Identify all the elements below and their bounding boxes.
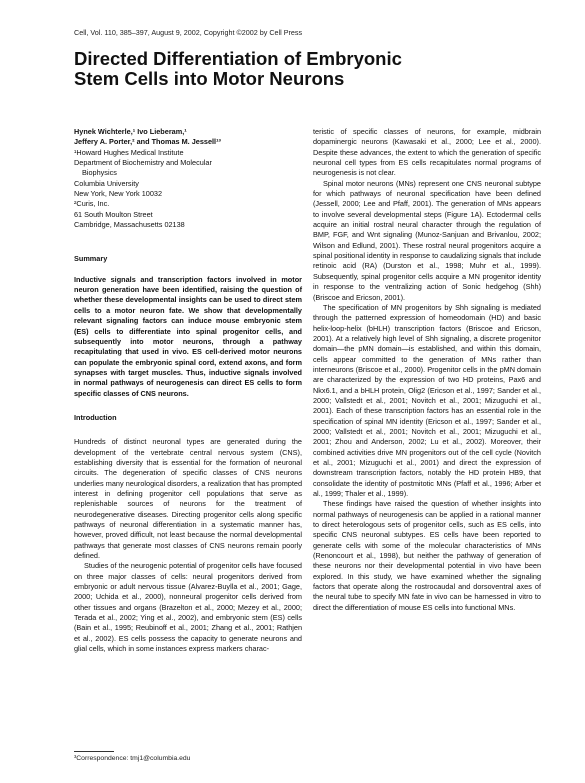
summary-heading: Summary <box>74 254 108 264</box>
affiliation-line: ¹Howard Hughes Medical Institute <box>74 147 184 157</box>
author-line-2: Jeffery A. Porter,² and Thomas M. Jessell¹³ <box>74 137 221 147</box>
affiliation-line: New York, New York 10032 <box>74 189 163 199</box>
body-paragraph-2: Spinal motor neurons (MNs) represent one CNS neuronal subtype for which pathways of neuronal specification have been defined (Jessell, 2000; Lee and Pfaff, 2001). The generation of MNs appears to involve several developmental steps (Figure 1A). Ectodermal cells acquire an initial rostral neural character through the regulation of BMP, FGF, and Wnt signaling (Munoz-Sanjuan and Brivanlou, 2002; Wilson and Edlund, 2001). These rostral neural progenitors acquire a spinal positional identity in response to caudalizing signals that include retinoic acid (RA) (Durston et al., 1998; Muhr et al., 1999). Subsequently, spinal progenitor cells acquire a MN progenitor identity in response to the ventralizing action of Sonic hedgehog (Shh) (Briscoe and Ericson, 2001). <box>313 178 541 302</box>
title-line-2: Stem Cells into Motor Neurons <box>74 67 345 89</box>
affiliations <box>74 148 302 231</box>
journal-header: Cell, Vol. 110, 385–397, August 9, 2002, Copyright ©2002 by Cell Press <box>74 28 303 37</box>
affiliation-line: Department of Biochemistry and Molecular <box>74 158 212 168</box>
summary-text: Inductive signals and transcription factors involved in motor neuron generation have been identified, raising the question of whether these developmental insights can be used to direct stem cells to a motor neuron fate. We show that developmentally relevant signaling factors can induce mouse embryonic stem (ES) cells to differentiate into spinal progenitor cells, and subsequently into motor neurons, through a pathway recapitulating that used in vivo. ES cell-derived motor neurons can populate the embryonic spinal cord, extend axons, and form synapses with target muscles. Thus, inductive signals involved in normal pathways of neurogenesis can direct ES cells to form specific classes of CNS neurons. <box>74 274 302 398</box>
body-paragraph-3: The specification of MN progenitors by Shh signaling is mediated through the patterned expression of homeodomain (HD) and basic helix-loop-helix (bHLH) transcription factors (Briscoe and Ericson, 2001). At a relatively high level of Shh signaling, a discrete progenitor domain—the pMN domain—is established, and within this domain, cells appear committed to the generation of MNs rather than interneurons (Briscoe et al., 2000). Progenitor cells in the pMN domain are characterized by the expression of two HD proteins, Pax6 and Nkx6.1, and a bHLH protein, Olig2 (Ericson et al., 1997; Sander et al., 2000; Vallstedt et al., 2001; Novitch et al., 2001; Mizuguchi et al., 2001). Each of these transcription factors has an essential role in the specification of spinal MN identity (Ericson et al., 1997; Sander et al., 2000; Vallstedt et al., 2001; Novitch et al., 2001; Mizuguchi et al., 2001; Zhou and Anderson, 2002; Lu et al., 2002). Moreover, their combined activities drive MN progenitors out of the cell cycle (Novitch et al., 2001; Mizuguchi et al., 2001) and direct the expression of downstream transcription factors, notably the HD protein HB9, that consolidate the identity of postmitotic MNs (Pfaff et al., 1996; Arber et al., 1999; Thaler et al., 1999). <box>313 302 541 499</box>
right-column <box>313 127 541 613</box>
left-column <box>74 127 302 654</box>
introduction-heading: Introduction <box>74 412 117 422</box>
affiliation-line: Columbia University <box>74 178 139 188</box>
body-paragraph-1: teristic of specific classes of neurons, for example, midbrain dopaminergic neurons (Kawasaki et al., 2000; Lee et al., 2000). Despite these advances, the extent to which the generation of specific neuronal cell types from ES cells recapitulates normal programs of neurogenesis is not clear. <box>313 127 541 178</box>
affiliation-line: Biophysics <box>82 168 117 178</box>
affiliation-line: ²Curis, Inc. <box>74 199 110 209</box>
body-paragraph-4: These findings have raised the question of whether insights into normal pathways of neurogenesis can be applied in a rational manner to direct heterologous sets of progenitor cells, such as ES cells, into specific CNS neuronal subtypes. ES cells have been reported to generate cells with some of the molecular characteristics of MNs (Renoncourt et al., 1998), but neither the pathway of generation of these neurons nor their developmental potential in vivo have been explored. In this study, we have examined whether the signaling factors that operate along the rostrocaudal and dorsoventral axes of the neural tube to specify MN fate in vivo can be harnessed in vitro to direct the differentiation of mouse ES cells into functional MNs. <box>313 499 541 612</box>
introduction-paragraph-1: Hundreds of distinct neuronal types are generated during the development of the vertebrate central nervous system (CNS), establishing diversity that is essential for the formation of neuronal circuits. The degeneration of specific classes of CNS neurons underlies many neurological disorders, a realization that has prompted interest in defining progenitor cell populations that serve as replenishable sources of neurons for the treatment of neurodegenerative diseases. Directing progenitor cells along specific pathways of neuronal differentiation in a systematic manner has, however, proved difficult, not least because the normal developmental pathways that generate most classes of CNS neurons remain poorly defined. <box>74 437 302 561</box>
author-list <box>74 127 302 148</box>
correspondence-footnote: ³Correspondence: tmj1@columbia.edu <box>74 755 191 762</box>
introduction-paragraph-2: Studies of the neurogenic potential of progenitor cells have focused on three major classes of cells: neural progenitors derived from embryonic or adult nervous tissue (Alvarez-Buylla et al., 2001; Gage, 2000; Uchida et al., 2000), nonneural progenitor cells derived from other tissues and organs (Brazelton et al., 2000; Mezey et al., 2000; Terada et al., 2002; Ying et al., 2002), and embryonic stem (ES) cells (Bain et al., 1995; Reubinoff et al., 2001; Zhang et al., 2001; Rathjen et al., 2002). ES cells possess the capacity to generate neurons and glial cells, which in some instances express markers charac- <box>74 561 302 654</box>
affiliation-line: Cambridge, Massachusetts 02138 <box>74 220 185 230</box>
footnote-rule <box>74 751 114 752</box>
author-line-1: Hynek Wichterle,¹ Ivo Lieberam,¹ <box>74 127 187 136</box>
article-title <box>74 49 454 88</box>
title-line-1: Directed Differentiation of Embryonic <box>74 48 402 69</box>
affiliation-line: 61 South Moulton Street <box>74 209 153 219</box>
